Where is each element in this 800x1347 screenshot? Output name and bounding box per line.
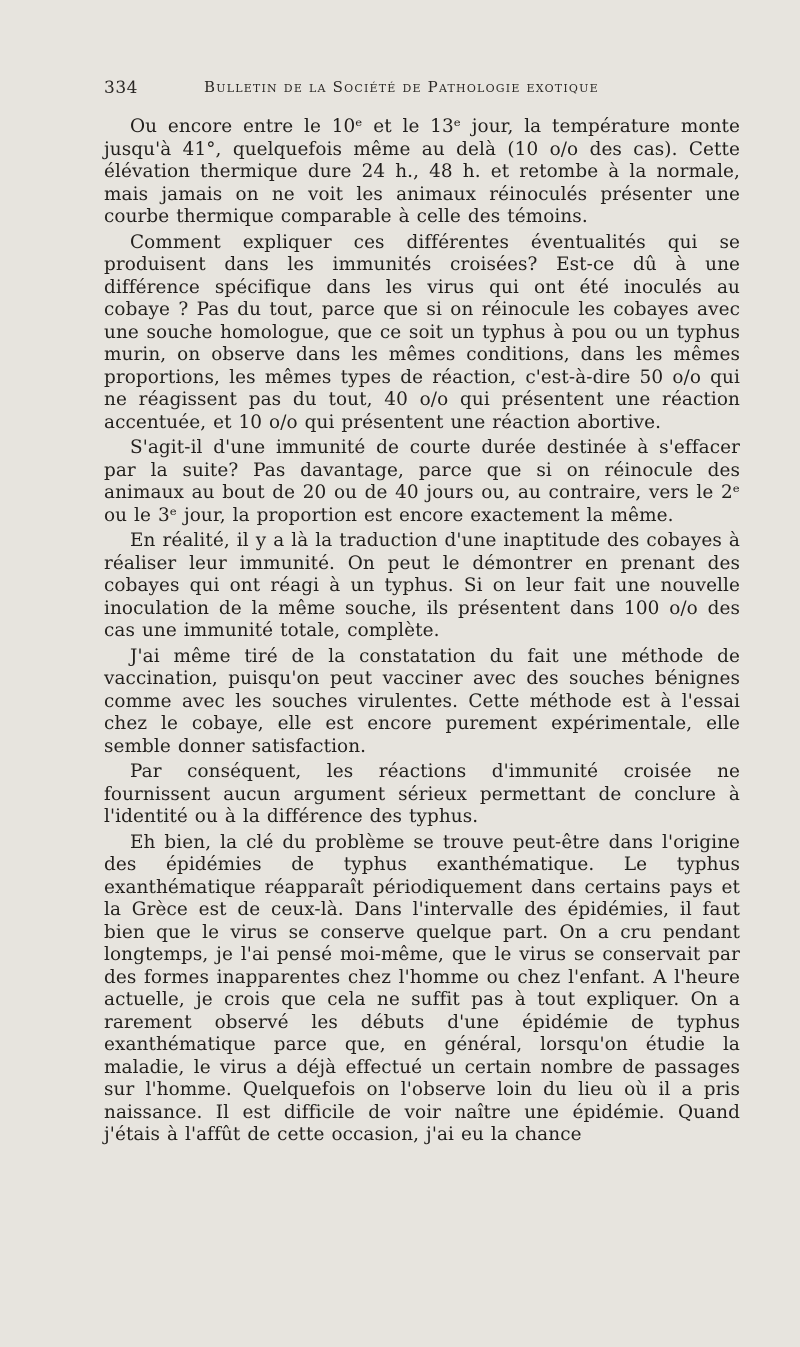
paragraph: Par conséquent, les réactions d'immunité croisée ne fournissent aucun argument sérieux permettant de conclure à l'identité ou à la différence des typhus. <box>104 761 740 827</box>
paragraph: En réalité, il y a là la traduction d'une inaptitude des cobayes à réaliser leur immunité. On peut le démontrer en prenant des cobayes qui ont réagi à un typhus. Si on leur fait une nouvelle inoculation de la même souche, ils présentent dans 100 o/o des cas une immunité totale, complète. <box>104 530 740 641</box>
body-text <box>104 116 740 1150</box>
paragraph: Ou encore entre le 10ᵉ et le 13ᵉ jour, la température monte jusqu'à 41°, quelquefois même au delà (10 o/o des cas). Cette élévation thermique dure 24 h., 48 h. et retombe à la normale, mais jamais on ne voit les animaux réinoculés présenter une courbe thermique comparable à celle des témoins. <box>104 116 740 227</box>
paragraph: S'agit-il d'une immunité de courte durée destinée à s'effacer par la suite? Pas davantage, parce que si on réinocule des animaux au bout de 20 ou de 40 jours ou, au contraire, vers le 2ᵉ ou le 3ᵉ jour, la proportion est encore exactement la même. <box>104 437 740 526</box>
page-number: 334 <box>104 78 138 98</box>
paragraph: Comment expliquer ces différentes éventualités qui se produisent dans les immunités croisées? Est-ce dû à une différence spécifique dans les virus qui ont été inoculés au cobaye ? Pas du tout, parce que si on réinocule les cobayes avec une souche homologue, que ce soit un typhus à pou ou un typhus murin, on observe dans les mêmes conditions, dans les mêmes proportions, les mêmes types de réaction, c'est-à-dire 50 o/o qui ne réagissent pas du tout, 40 o/o qui présentent une réaction accentuée, et 10 o/o qui présentent une réaction abortive. <box>104 231 740 433</box>
paragraph: J'ai même tiré de la constatation du fait une méthode de vaccination, puisqu'on peut vacciner avec des souches bénignes comme avec les souches virulentes. Cette méthode est à l'essai chez le cobaye, elle est encore purement expérimentale, elle semble donner satisfaction. <box>104 645 740 757</box>
paragraph: Eh bien, la clé du problème se trouve peut-être dans l'origine des épidémies de typhus exanthématique. Le typhus exanthématique réapparaît périodiquement dans certains pays et la Grèce est de ceux-là. Dans l'intervalle des épidémies, il faut bien que le virus se conserve quelque part. On a cru pendant longtemps, je l'ai pensé moi-même, que le virus se conservait par des formes inapparentes chez l'homme ou chez l'enfant. A l'heure actuelle, je crois que cela ne suffit pas à tout expliquer. On a rarement observé les débuts d'une épidémie de typhus exanthématique parce que, en général, lorsqu'on étudie la maladie, le virus a déjà effectué un certain nombre de passages sur l'homme. Quelquefois on l'observe loin du lieu où il a pris naissance. Il est difficile de voir naître une épidémie. Quand j'étais à l'affût de cette occasion, j'ai eu la chance <box>104 831 740 1145</box>
running-title: Bulletin de la Société de Pathologie exotique <box>204 78 599 96</box>
running-header <box>104 78 704 106</box>
